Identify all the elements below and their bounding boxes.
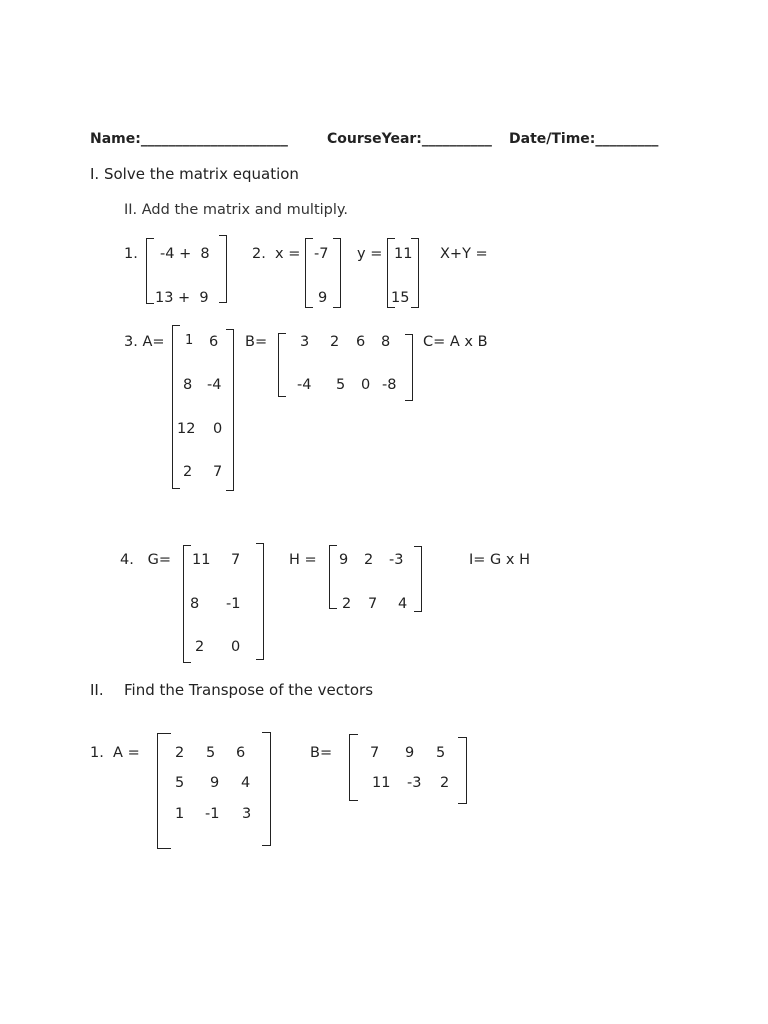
p4-h-r1-c1: 9 <box>339 552 349 568</box>
t1-a-r2-c2: 9 <box>210 775 220 791</box>
p3-b-bracket-right <box>405 334 413 401</box>
transpose-b-label: B= <box>310 745 333 761</box>
problem-2-sum-label: X+Y = <box>440 246 488 262</box>
p3-a-r4-c2: 7 <box>213 464 223 480</box>
problem-2-y-label: y = <box>357 246 383 262</box>
p3-a-bracket-left <box>172 325 180 489</box>
p3-a-bracket-right <box>226 329 234 491</box>
p4-g-r2-c2: -1 <box>226 596 241 612</box>
p3-b-r1-c3: 6 <box>356 334 366 350</box>
p3-b-r1-c4: 8 <box>381 334 391 350</box>
t1-b-r1-c2: 9 <box>405 745 415 761</box>
p4-g-r1-c2: 7 <box>231 552 241 568</box>
p3-b-r1-c2: 2 <box>330 334 340 350</box>
problem-3-a-label: 3. A= <box>124 334 165 350</box>
section-1-title: I. Solve the matrix equation <box>90 165 299 183</box>
p3-b-r1-c1: 3 <box>300 334 310 350</box>
p4-h-r1-c3: -3 <box>389 552 404 568</box>
p4-g-bracket-right <box>256 543 264 660</box>
p4-g-r2-c1: 8 <box>190 596 200 612</box>
t1-a-r3-c1: 1 <box>175 806 185 822</box>
t1-b-r1-c3: 5 <box>436 745 446 761</box>
p4-h-r2-c1: 2 <box>342 596 352 612</box>
p2-y-row-1: 11 <box>394 246 413 262</box>
t1-b-r1-c1: 7 <box>370 745 380 761</box>
p2-x-row-2: 9 <box>318 290 328 306</box>
p3-a-r3-c1: 12 <box>177 421 196 437</box>
p1-bracket-left <box>146 238 154 304</box>
t1-a-bracket-right <box>262 732 271 846</box>
date-time-field-label: Date/Time:_________ <box>509 131 659 147</box>
problem-1-label: 1. <box>124 246 138 262</box>
problem-2-x-label: 2. x = <box>252 246 301 262</box>
p4-g-r3-c2: 0 <box>231 639 241 655</box>
section-3-title: Find the Transpose of the vectors <box>124 681 374 699</box>
t1-a-bracket-left <box>157 733 171 849</box>
p3-a-r1-c1: 1 <box>185 333 194 348</box>
t1-a-r3-c3: 3 <box>242 806 252 822</box>
t1-a-r1-c2: 5 <box>206 745 216 761</box>
section-3-number: II. <box>90 681 104 699</box>
p4-h-r2-c2: 7 <box>368 596 378 612</box>
problem-4-g-label: 4. G= <box>120 552 172 568</box>
t1-b-r2-c3: 2 <box>440 775 450 791</box>
t1-a-r1-c1: 2 <box>175 745 185 761</box>
course-year-field-label: CourseYear:__________ <box>327 131 492 147</box>
p3-b-r2-c3: 0 <box>361 377 371 393</box>
p1-row-2: 13 + 9 <box>155 290 209 306</box>
p3-b-bracket-left <box>278 333 286 397</box>
transpose-a-label: 1. A = <box>90 745 140 761</box>
p2-x-row-1: -7 <box>314 246 329 262</box>
t1-a-r2-c3: 4 <box>241 775 251 791</box>
p4-g-r3-c1: 2 <box>195 639 205 655</box>
t1-a-r3-c2: -1 <box>205 806 220 822</box>
problem-3-b-label: B= <box>245 334 268 350</box>
p2-x-bracket-left <box>305 238 313 308</box>
p4-h-r1-c2: 2 <box>364 552 374 568</box>
p3-a-r1-c2: 6 <box>209 334 219 350</box>
t1-b-bracket-left <box>349 734 358 801</box>
name-field-label: Name:_____________________ <box>90 131 288 147</box>
p2-x-bracket-right <box>333 238 341 308</box>
problem-4-i-label: I= G x H <box>469 552 530 568</box>
p3-b-r2-c4: -8 <box>382 377 397 393</box>
t1-b-r2-c1: 11 <box>372 775 391 791</box>
p1-row-1: -4 + 8 <box>160 246 210 262</box>
p3-b-r2-c2: 5 <box>336 377 346 393</box>
problem-4-h-label: H = <box>289 552 317 568</box>
p3-a-r2-c1: 8 <box>183 377 193 393</box>
p4-h-bracket-right <box>414 546 422 612</box>
p3-b-r2-c1: -4 <box>297 377 312 393</box>
problem-3-c-label: C= A x B <box>423 334 488 350</box>
t1-b-r2-c2: -3 <box>407 775 422 791</box>
t1-a-r1-c3: 6 <box>236 745 246 761</box>
p3-a-r4-c1: 2 <box>183 464 193 480</box>
t1-b-bracket-right <box>458 737 467 804</box>
p4-h-bracket-left <box>329 545 337 609</box>
p2-y-row-2: 15 <box>391 290 410 306</box>
p4-h-r2-c3: 4 <box>398 596 408 612</box>
section-2-subtitle: II. Add the matrix and multiply. <box>124 202 349 218</box>
t1-a-r2-c1: 5 <box>175 775 185 791</box>
p4-g-r1-c1: 11 <box>192 552 211 568</box>
p1-bracket-right <box>219 235 227 303</box>
p3-a-r3-c2: 0 <box>213 421 223 437</box>
p3-a-r2-c2: -4 <box>207 377 222 393</box>
